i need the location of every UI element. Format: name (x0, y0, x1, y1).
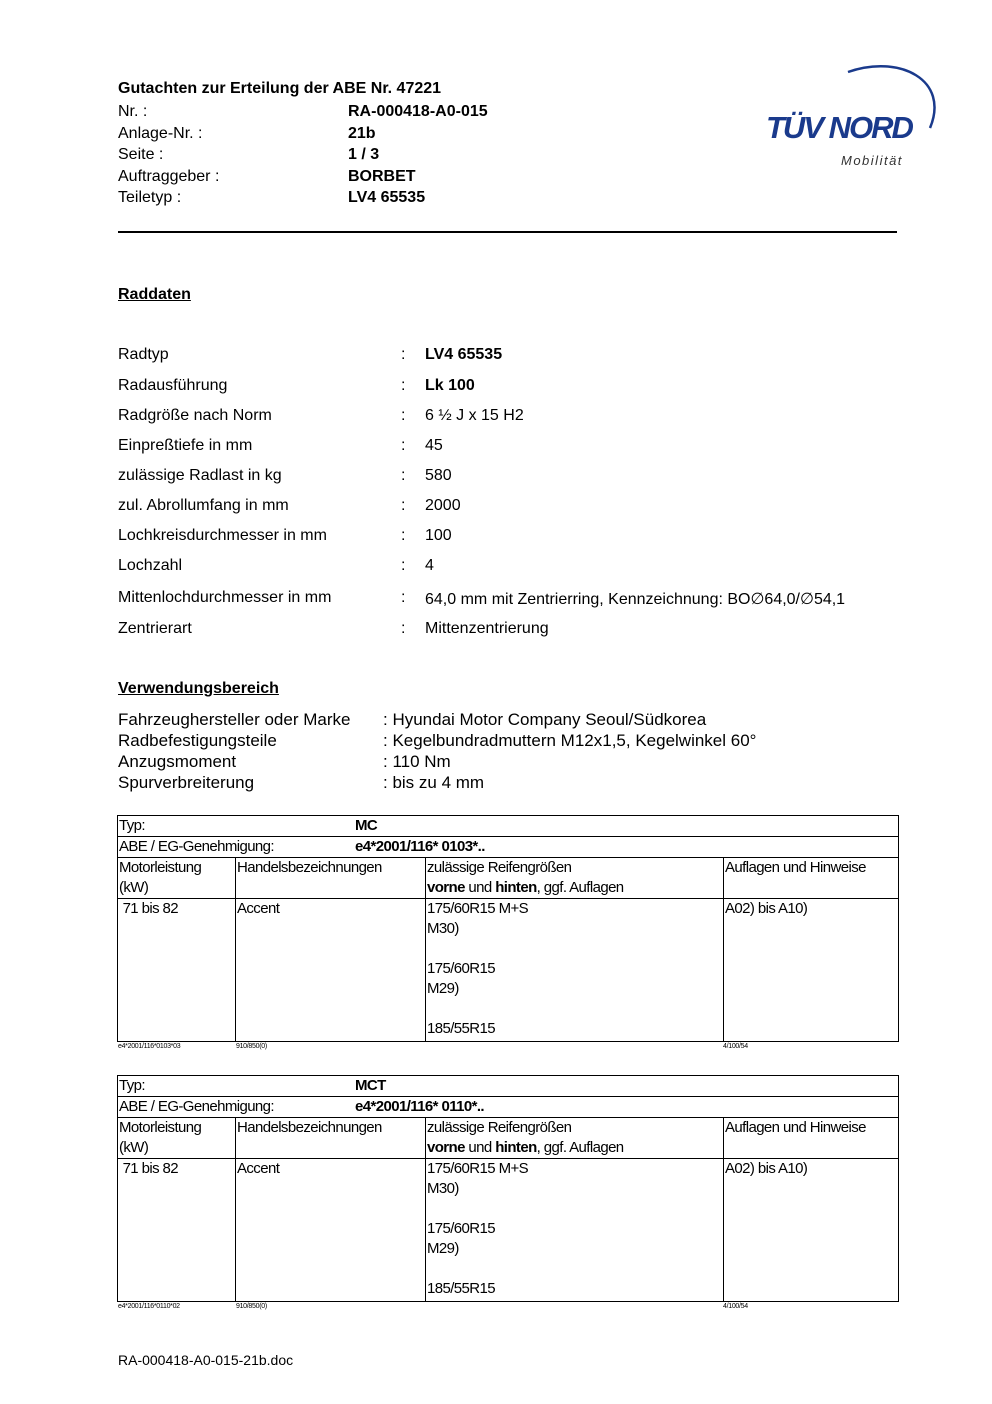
table-footer-code: 910/850(0) (236, 1303, 267, 1310)
raddaten-value: Lk 100 (425, 377, 475, 394)
raddaten-sep: : (401, 589, 406, 606)
col-header-vorne: vorne (427, 879, 465, 896)
reifen-line: 185/55R15 (427, 1020, 495, 1037)
col-header-reifen-line1: zulässige Reifengrößen (427, 1119, 572, 1136)
raddaten-sep: : (401, 346, 406, 363)
reifen-line: 175/60R15 M+S (427, 1160, 529, 1177)
typ-value: MC (355, 817, 378, 834)
col-header-motor-line1: Motorleistung (119, 859, 202, 876)
raddaten-sep: : (401, 527, 406, 544)
raddaten-row (118, 589, 918, 611)
abe-label: ABE / EG-Genehmigung: (119, 838, 274, 855)
abe-value: e4*2001/116* 0103*.. (355, 838, 485, 855)
typ-value: MCT (355, 1077, 386, 1094)
col-header-auflagen-suffix: , ggf. Auflagen (536, 1139, 624, 1156)
vehicle-table-mct (117, 1075, 899, 1302)
reifen-line: M30) (427, 920, 459, 937)
raddaten-sep: : (401, 377, 406, 394)
header-divider (118, 231, 897, 233)
raddaten-value: 6 ½ J x 15 H2 (425, 407, 524, 424)
col-header-hinten: hinten (495, 1139, 537, 1156)
verwendung-row (118, 773, 918, 794)
table-footer-code: 910/850(0) (236, 1043, 267, 1050)
col-header-reifen-line2 (427, 878, 723, 898)
reifen-line (427, 999, 723, 1019)
raddaten-label: zulässige Radlast in kg (118, 467, 282, 484)
logo-arc-icon (760, 60, 940, 170)
col-header-motor (118, 858, 236, 899)
abe-row (118, 837, 899, 858)
raddaten-row (118, 377, 918, 399)
raddaten-label: Radtyp (118, 346, 169, 363)
raddaten-row (118, 346, 918, 368)
reifen-line: M29) (427, 1240, 459, 1257)
raddaten-label: Zentrierart (118, 620, 192, 637)
header-label: Teiletyp : (118, 189, 182, 206)
document-filename: RA-000418-A0-015-21b.doc (118, 1352, 294, 1368)
raddaten-sep: : (401, 437, 406, 454)
reifen-line: 185/55R15 (427, 1280, 495, 1297)
raddaten-sep: : (401, 557, 406, 574)
abe-value: e4*2001/116* 0110*.. (355, 1098, 484, 1115)
reifen-line (427, 1199, 723, 1219)
verwendung-label: Spurverbreiterung (118, 773, 255, 792)
raddaten-label: Radgröße nach Norm (118, 407, 272, 424)
typ-label: Typ: (119, 1077, 145, 1094)
reifen-line: M30) (427, 1180, 459, 1197)
cell-handel: Accent (236, 1159, 426, 1302)
header-value: 21b (348, 125, 376, 142)
col-header-auflagen: Auflagen und Hinweise (724, 858, 899, 899)
raddaten-row (118, 620, 918, 642)
raddaten-row (118, 527, 918, 549)
cell-auflagen: A02) bis A10) (724, 899, 899, 1042)
cell-motor: 71 bis 82 (118, 1159, 236, 1302)
raddaten-row (118, 407, 918, 429)
vehicle-table-mc (117, 815, 899, 1042)
verwendung-row (118, 710, 918, 731)
report-title: Gutachten zur Erteilung der ABE Nr. 47221 (118, 80, 442, 97)
header-label: Auftraggeber : (118, 168, 220, 185)
reifen-line: M29) (427, 980, 459, 997)
raddaten-value: 4 (425, 557, 434, 574)
table-footer-code: 4/100/54 (723, 1303, 748, 1310)
col-header-reifen (426, 858, 724, 899)
verwendung-value: : bis zu 4 mm (383, 773, 485, 792)
raddaten-value: LV4 65535 (425, 346, 503, 363)
raddaten-heading: Raddaten (118, 286, 191, 303)
raddaten-value: 45 (425, 437, 443, 454)
header-value: 1 / 3 (348, 146, 380, 163)
raddaten-sep: : (401, 497, 406, 514)
col-header-reifen-line2 (427, 1138, 723, 1158)
col-header-motor-line2: (kW) (119, 1139, 149, 1156)
raddaten-row (118, 467, 918, 489)
raddaten-value: 64,0 mm mit Zentrierring, Kennzeichnung: BO∅64,0/∅54,1 (425, 591, 846, 608)
col-header-reifen (426, 1118, 724, 1159)
reifen-line (427, 1259, 723, 1279)
raddaten-sep: : (401, 467, 406, 484)
abe-label: ABE / EG-Genehmigung: (119, 1098, 274, 1115)
verwendung-row (118, 731, 918, 752)
raddaten-row (118, 497, 918, 519)
typ-row (118, 816, 899, 837)
raddaten-row (118, 437, 918, 459)
verwendung-label: Anzugsmoment (118, 752, 237, 771)
reifen-line: 175/60R15 (427, 960, 495, 977)
raddaten-value: 580 (425, 467, 452, 484)
raddaten-label: Einpreßtiefe in mm (118, 437, 253, 454)
reifen-line (427, 939, 723, 959)
header-label: Nr. : (118, 103, 148, 120)
logo-subtitle: Mobilität (841, 153, 903, 168)
typ-label: Typ: (119, 817, 145, 834)
reifen-line: 175/60R15 (427, 1220, 495, 1237)
col-header-und: und (464, 1139, 496, 1156)
cell-auflagen: A02) bis A10) (724, 1159, 899, 1302)
header-value: RA-000418-A0-015 (348, 103, 488, 120)
verwendung-label: Fahrzeughersteller oder Marke (118, 710, 351, 729)
header-label: Seite : (118, 146, 164, 163)
verwendung-value: : Hyundai Motor Company Seoul/Südkorea (383, 710, 707, 729)
raddaten-row (118, 557, 918, 579)
raddaten-value: 100 (425, 527, 452, 544)
verwendung-value: : 110 Nm (383, 752, 451, 771)
header-label: Anlage-Nr. : (118, 125, 203, 142)
raddaten-sep: : (401, 620, 406, 637)
col-header-auflagen-suffix: , ggf. Auflagen (536, 879, 624, 896)
raddaten-label: zul. Abrollumfang in mm (118, 497, 289, 514)
col-header-motor (118, 1118, 236, 1159)
col-header-hinten: hinten (495, 879, 537, 896)
verwendung-value: : Kegelbundradmuttern M12x1,5, Kegelwinkel 60° (383, 731, 757, 750)
col-header-motor-line2: (kW) (119, 879, 149, 896)
abe-row (118, 1097, 899, 1118)
verwendung-label: Radbefestigungsteile (118, 731, 277, 750)
col-header-auflagen: Auflagen und Hinweise (724, 1118, 899, 1159)
raddaten-label: Radausführung (118, 377, 228, 394)
col-header-handel: Handelsbezeichnungen (236, 1118, 426, 1159)
raddaten-value: 2000 (425, 497, 461, 514)
col-header-und: und (464, 879, 496, 896)
raddaten-sep: : (401, 407, 406, 424)
table-footer-code: 4/100/54 (723, 1043, 748, 1050)
raddaten-value: Mittenzentrierung (425, 620, 549, 637)
raddaten-label: Lochkreisdurchmesser in mm (118, 527, 327, 544)
raddaten-label: Lochzahl (118, 557, 183, 574)
table-footer-code: e4*2001/116*0103*03 (118, 1043, 181, 1050)
verwendung-heading: Verwendungsbereich (118, 680, 279, 697)
cell-handel: Accent (236, 899, 426, 1042)
typ-row (118, 1076, 899, 1097)
col-header-handel: Handelsbezeichnungen (236, 858, 426, 899)
header-value: BORBET (348, 168, 416, 185)
col-header-reifen-line1: zulässige Reifengrößen (427, 859, 572, 876)
raddaten-label: Mittenlochdurchmesser in mm (118, 589, 332, 606)
verwendung-row (118, 752, 918, 773)
cell-motor: 71 bis 82 (118, 899, 236, 1042)
col-header-vorne: vorne (427, 1139, 465, 1156)
reifen-line: 175/60R15 M+S (427, 900, 529, 917)
tuev-nord-logo (760, 60, 940, 170)
header-value: LV4 65535 (348, 189, 426, 206)
logo-brand: TÜV NORD (766, 110, 912, 145)
col-header-motor-line1: Motorleistung (119, 1119, 202, 1136)
table-footer-code: e4*2001/116*0110*02 (118, 1303, 180, 1310)
cell-reifen (426, 1159, 724, 1302)
cell-reifen (426, 899, 724, 1042)
